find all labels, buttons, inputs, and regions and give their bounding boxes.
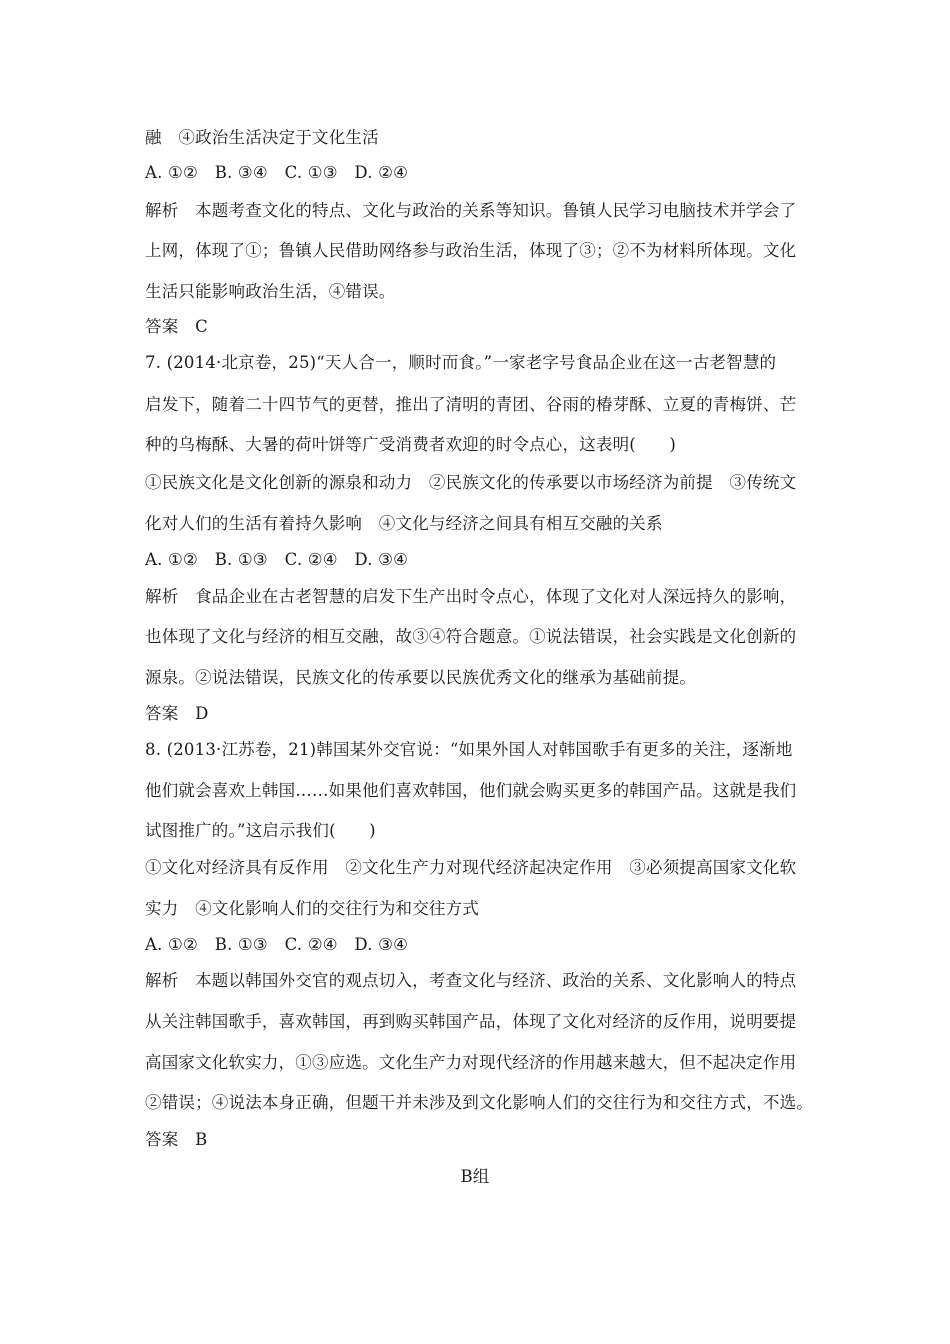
question-line: 8. (2013·江苏卷，21)韩国某外交官说：“如果外国人对韩国歌手有更多的关注，逐渐地	[145, 740, 793, 759]
section-heading: B组	[460, 1167, 490, 1186]
analysis-line: 解析 食品企业在古老智慧的启发下生产出时令点心，体现了文化对人深远持久的影响，	[145, 587, 797, 606]
question-line: 种的乌梅酥、大暑的荷叶饼等广受消费者欢迎的时令点心，这表明( )	[145, 435, 676, 454]
analysis-line: 生活只能影响政治生活，④错误。	[145, 282, 396, 301]
answer-options: A. ①② B. ①③ C. ②④ D. ③④	[145, 935, 409, 954]
analysis-line: 上网，体现了①；鲁镇人民借助网络参与政治生活，体现了③；②不为材料所体现。文化	[145, 241, 797, 260]
analysis-line: ②错误；④说法本身正确，但题干并未涉及到文化影响人们的交往行为和交往方式，不选。	[145, 1093, 813, 1112]
analysis-line: 解析 本题以韩国外交官的观点切入，考查文化与经济、政治的关系、文化影响人的特点	[145, 971, 797, 990]
question-line: 他们就会喜欢上韩国……如果他们喜欢韩国，他们就会购买更多的韩国产品。这就是我们	[145, 781, 797, 800]
analysis-line: 高国家文化软实力，①③应选。文化生产力对现代经济的作用越来越大，但不起决定作用	[145, 1053, 797, 1072]
analysis-line: 也体现了文化与经济的相互交融，故③④符合题意。①说法错误，社会实践是文化创新的	[145, 627, 797, 646]
answer-line: 答案 B	[145, 1130, 208, 1149]
analysis-line: 从关注韩国歌手，喜欢韩国，再到购买韩国产品，体现了文化对经济的反作用，说明要提	[145, 1012, 797, 1031]
question-line: 试图推广的。”这启示我们( )	[145, 821, 376, 840]
answer-line: 答案 D	[145, 704, 209, 723]
text-line: 融 ④政治生活决定于文化生活	[145, 128, 379, 147]
choice-line: 化对人们的生活有着持久影响 ④文化与经济之间具有相互交融的关系	[145, 514, 663, 533]
analysis-line: 源泉。②说法错误，民族文化的传承要以民族优秀文化的继承为基础前提。	[145, 668, 697, 687]
choice-line: 实力 ④文化影响人们的交往行为和交往方式	[145, 899, 479, 918]
answer-options: A. ①② B. ①③ C. ②④ D. ③④	[145, 550, 409, 569]
answer-options: A. ①② B. ③④ C. ①③ D. ②④	[145, 163, 409, 182]
question-line: 启发下，随着二十四节气的更替，推出了清明的青团、谷雨的椿芽酥、立夏的青梅饼、芒	[145, 395, 797, 414]
choice-line: ①文化对经济具有反作用 ②文化生产力对现代经济起决定作用 ③必须提高国家文化软	[145, 858, 797, 877]
choice-line: ①民族文化是文化创新的源泉和动力 ②民族文化的传承要以市场经济为前提 ③传统文	[145, 473, 797, 492]
answer-line: 答案 C	[145, 317, 208, 336]
question-line: 7. (2014·北京卷，25)“天人合一，顺时而食。”一家老字号食品企业在这一古老智慧的	[145, 353, 777, 372]
analysis-line: 解析 本题考查文化的特点、文化与政治的关系等知识。鲁镇人民学习电脑技术并学会了	[145, 201, 797, 220]
